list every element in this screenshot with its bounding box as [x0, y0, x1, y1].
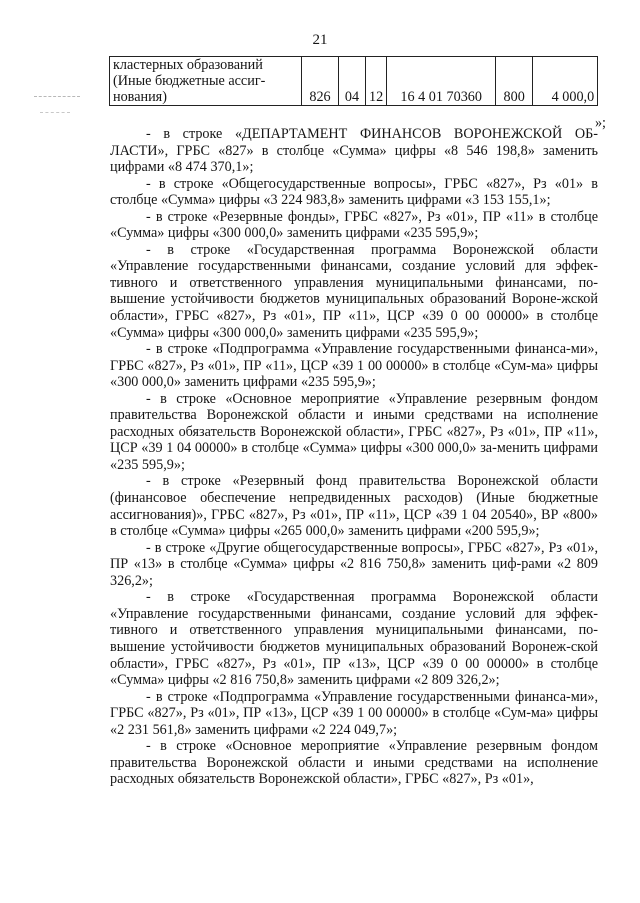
paragraph: - в строке «ДЕПАРТАМЕНТ ФИНАНСОВ ВОРОНЕЖСКОЙ ОБ-ЛАСТИ», ГРБС «827» в столбце «Сумма» цифры «8 546 198,8» заменить цифрами «8 474 370,1»; — [110, 126, 598, 176]
cell-pr: 12 — [366, 57, 387, 106]
paragraph: - в строке «Государственная программа Воронежской области «Управление государственными финансами, создание условий для эффек-тивного и ответственного управления муниципальными финансами, по-вышение устойчивости бюджетов муниципальных образований Воронеж-ской области», ГРБС «827», Рз «01», ПР «13», ЦСР «39 0 00 00000» в столбце «Сумма» цифры «2 816 750,8» заменить цифрами «2 809 326,2»; — [110, 589, 598, 689]
document-body — [110, 126, 598, 788]
cell-name-line: кластерных образований — [113, 57, 263, 73]
paragraph: - в строке «Основное мероприятие «Управление резервным фондом правительства Воронежской области и иными средствами на исполнение расходных обязательств Воронежской области», ГРБС «827», Рз «01», — [110, 738, 598, 788]
cell-name-line: нования) — [113, 89, 167, 105]
cell-csr: 16 4 01 70360 — [387, 57, 496, 106]
cell-vr: 800 — [496, 57, 533, 106]
budget-table — [109, 56, 598, 106]
cell-name-line: (Иные бюджетные ассиг- — [113, 73, 266, 89]
cell-sum: 4 000,0 — [533, 57, 598, 106]
cell-rz: 04 — [339, 57, 366, 106]
paragraph: - в строке «Резервные фонды», ГРБС «827», Рз «01», ПР «11» в столбце «Сумма» цифры «300 000,0» заменить цифрами «235 595,9»; — [110, 208, 598, 242]
paragraph: - в строке «Подпрограмма «Управление государственными финанса-ми», ГРБС «827», Рз «01», ПР «11», ЦСР «39 1 00 00000» в столбце «Сум-ма» цифры «300 000,0» заменить цифрами «235 595,9»; — [110, 341, 598, 391]
paragraph: - в строке «Другие общегосударственные вопросы», ГРБС «827», Рз «01», ПР «13» в столбце «Сумма» цифры «2 816 750,8» заменить циф-рами «2 809 326,2»; — [110, 539, 598, 589]
closing-quote: »; — [594, 115, 606, 131]
paragraph: - в строке «Государственная программа Воронежской области «Управление государственными финансами, создание условий для эффек-тивного и ответственного управления муниципальными финансами, по-вышение устойчивости бюджетов муниципальных образований Вороне-жской области», ГРБС «827», Рз «01», ПР «11», ЦСР «39 0 00 00000» в столбце «Сумма» цифры «300 000,0» заменить цифрами «235 595,9»; — [110, 241, 598, 341]
cell-grbs: 826 — [302, 57, 339, 106]
cell-name — [110, 57, 302, 106]
scan-artifact — [40, 112, 70, 113]
page-number: 21 — [312, 32, 328, 48]
paragraph: - в строке «Резервный фонд правительства Воронежской области (финансовое обеспечение непредвиденных расходов) (Иные бюджетные ассигнования)», ГРБС «827», Рз «01», ПР «11», ЦСР «39 1 04 20540», ВР «800» в столбце «Сумма» цифры «265 000,0» заменить цифрами «200 595,9»; — [110, 473, 598, 540]
paragraph: - в строке «Подпрограмма «Управление государственными финанса-ми», ГРБС «827», Рз «01», ПР «13», ЦСР «39 1 00 00000» в столбце «Сум-ма» цифры «2 231 561,8» заменить цифрами «2 224 049,7»; — [110, 688, 598, 738]
paragraph: - в строке «Основное мероприятие «Управление резервным фондом правительства Воронежской области и иными средствами на исполнение расходных обязательств Воронежской области», ГРБС «827», Рз «01», ПР «11», ЦСР «39 1 04 00000» в столбце «Сумма» цифры «300 000,0» за-менить цифрами «235 595,9»; — [110, 390, 598, 473]
table-row — [110, 57, 598, 106]
paragraph: - в строке «Общегосударственные вопросы», ГРБС «827», Рз «01» в столбце «Сумма» цифры «3 224 983,8» заменить цифрами «3 153 155,1»; — [110, 175, 598, 209]
scan-artifact — [34, 96, 80, 97]
